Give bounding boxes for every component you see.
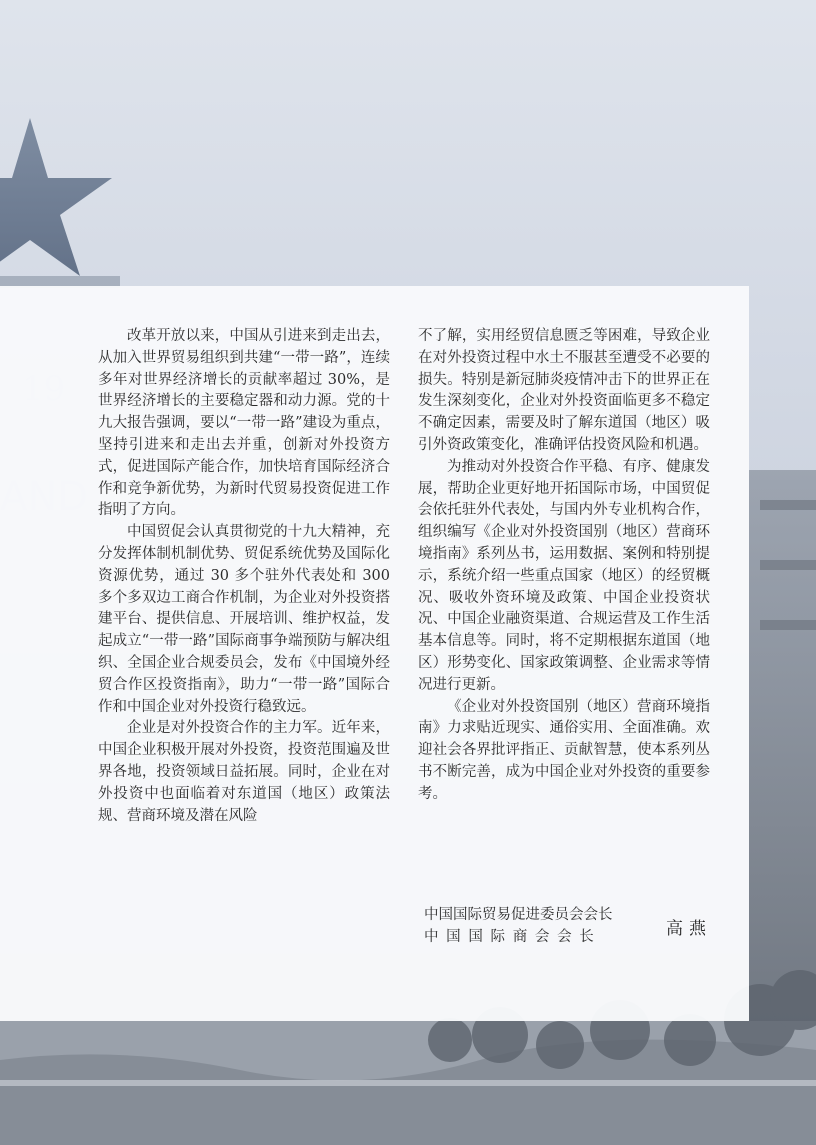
signature-name: 高燕 — [666, 919, 712, 939]
signature-titles — [424, 904, 613, 948]
preface-column-right — [418, 326, 710, 806]
preface-column-left — [98, 326, 390, 827]
signature-title-ccpit: 中国国际贸易促进委员会会长 — [424, 907, 613, 923]
preface-paragraph: 企业是对外投资合作的主力军。近年来，中国企业积极开展对外投资，投资范围遍及世界各地，投资领域日益拓展。同时，企业在对外投资中也面临着对东道国（地区）政策法规、营商环境及潜在风险 — [98, 720, 390, 824]
preface-paragraph: 改革开放以来，中国从引进来到走出去，从加入世界贸易组织到共建“一带一路”，连续多年对世界经济增长的贡献率超过 30%，是世界经济增长的主要稳定器和动力源。党的十九大报告强调，要以“一带一路”建设为重点，坚持引进来和走出去并重，创新对外投资方式，促进国际产能合作，加快培育国际经济合作和竞争新优势，为新时代贸易投资促进工作指明了方向。 — [98, 328, 390, 519]
preface-paragraph: 《企业对外投资国别（地区）营商环境指南》力求贴近现实、通俗实用、全面准确。欢迎社会各界批评指正、贡献智慧，使本系列丛书不断完善，成为中国企业对外投资的重要参考。 — [418, 698, 710, 802]
preface-paragraph: 中国贸促会认真贯彻党的十九大精神，充分发挥体制机制优势、贸促系统优势及国际化资源优势，通过 30 多个驻外代表处和 300 多个多双边工商合作机制，为企业对外投资搭建平台、提供信息、开展培训、维护权益，发起成立“一带一路”国际商事争端预防与解决组织、全国企业合规委员会，发布《中国境外经贸合作区投资指南》，助力“一带一路”国际合作和中国企业对外投资行稳致远。 — [98, 524, 390, 715]
preface-paragraph: 为推动对外投资合作平稳、有序、健康发展，帮助企业更好地开拓国际市场，中国贸促会依托驻外代表处，与国内外专业机构合作，组织编写《企业对外投资国别（地区）营商环境指南》系列丛书，运用数据、案例和特别提示，系统介绍一些重点国家（地区）的经贸概况、吸收外资环境及政策、中国企业投资状况、中国企业融资渠道、合规运营及工作生活基本信息等。同时，将不定期根据东道国（地区）形势变化、国家政策调整、企业需求等情况进行更新。 — [418, 458, 710, 693]
signature-title-ccoic: 中国国际商会会长 — [424, 929, 602, 945]
preface-paragraph-continuation: 不了解，实用经贸信息匮乏等困难，导致企业在对外投资过程中水土不服甚至遭受不必要的损失。特别是新冠肺炎疫情冲击下的世界正在发生深刻变化，企业对外投资面临更多不稳定不确定因素，需要及时了解东道国（地区）吸引外资政策变化，准确评估投资风险和机遇。 — [418, 328, 710, 453]
star-monument-icon — [0, 118, 112, 276]
preface-panel — [0, 286, 749, 1021]
